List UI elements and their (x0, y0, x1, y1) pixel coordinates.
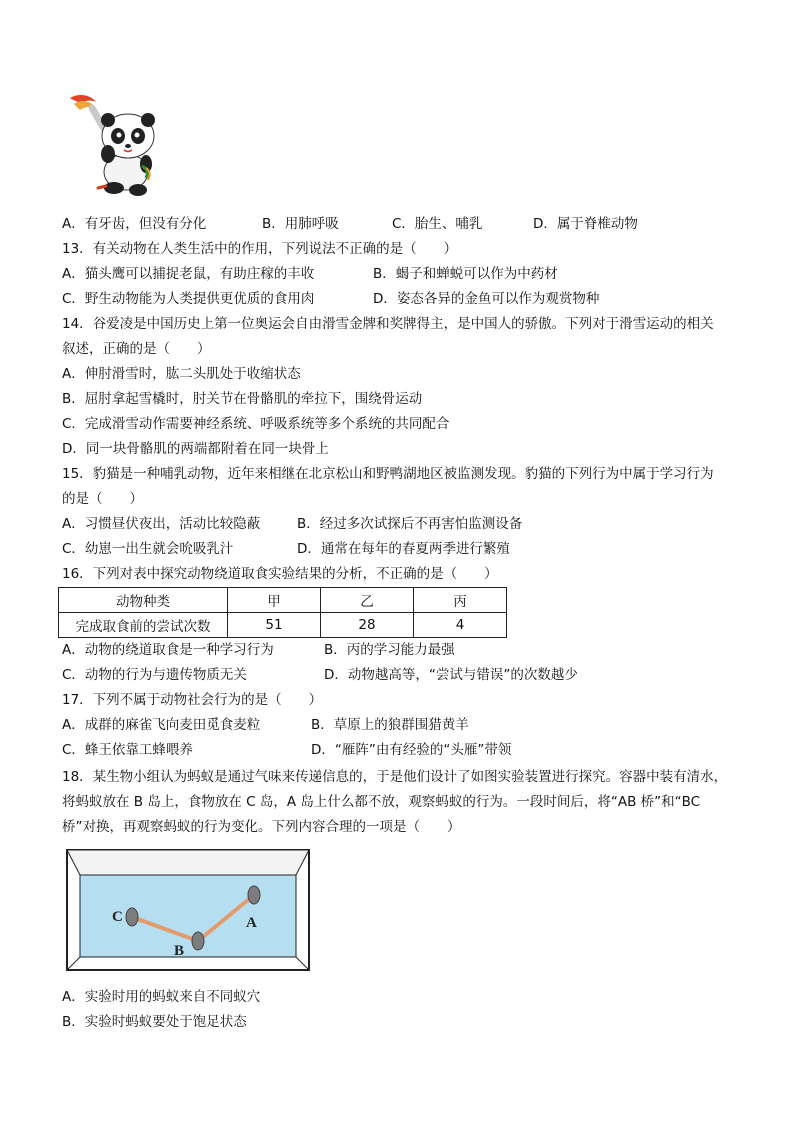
q12-option-a: A．有牙齿，但没有分化 (62, 216, 207, 232)
q16-result-table (58, 587, 507, 638)
q14-option-b: B．屈肘拿起雪橇时，肘关节在骨骼肌的牵拉下，围绕骨运动 (62, 391, 423, 407)
q13-option-d: D．姿态各异的金鱼可以作为观赏物种 (373, 291, 600, 307)
q15-option-b: B．经过多次试探后不再害怕监测设备 (297, 516, 523, 532)
q17-option-c: C．蜂王依靠工蜂喂养 (62, 742, 193, 758)
q16-option-a: A．动物的绕道取食是一种学习行为 (62, 642, 274, 658)
q17-option-d: D．“雁阵”由有经验的“头雁”带领 (311, 742, 512, 758)
q18-stem-line2: 将蚂蚁放在 B 岛上，食物放在 C 岛，A 岛上什么都不放，观察蚂蚁的行为。一段时间后，将“AB 桥”和“BC (62, 794, 701, 810)
q18-stem-line3: 桥”对换，再观察蚂蚁的行为变化。下列内容合理的一项是（ ） (62, 819, 461, 835)
q16-option-b: B．丙的学习能力最强 (324, 642, 455, 658)
q12-option-d: D．属于脊椎动物 (533, 216, 638, 232)
q16-option-c: C．动物的行为与遗传物质无关 (62, 667, 247, 683)
table-row (59, 613, 507, 638)
q18-option-b: B．实验时蚂蚁要处于饱足状态 (62, 1014, 247, 1030)
table-cell: 51 (228, 613, 321, 638)
q16-option-d: D．动物越高等，“尝试与错误”的次数越少 (324, 667, 578, 683)
q17-option-a: A．成群的麻雀飞向麦田觅食麦粒 (62, 717, 261, 733)
table-cell: 完成取食前的尝试次数 (59, 613, 228, 638)
q14-stem-line2: 叙述，正确的是（ ） (62, 341, 211, 357)
q16-stem: 16．下列对表中探究动物绕道取食实验结果的分析，不正确的是（ ） (62, 566, 498, 582)
table-header-cell: 丙 (414, 588, 507, 613)
q13-option-c: C．野生动物能为人类提供更优质的食用肉 (62, 291, 315, 307)
q15-option-a: A．习惯昼伏夜出，活动比较隐蔽 (62, 516, 261, 532)
q13-option-b: B．蝎子和蝉蜕可以作为中药材 (373, 266, 558, 282)
q12-option-c: C．胎生、哺乳 (392, 216, 483, 232)
q12-option-b: B．用肺呼吸 (262, 216, 339, 232)
table-header-cell: 甲 (228, 588, 321, 613)
table-cell: 4 (414, 613, 507, 638)
table-cell: 28 (321, 613, 414, 638)
island-a (248, 886, 260, 904)
island-c-label: C (112, 909, 123, 925)
q15-option-d: D．通常在每年的春夏两季进行繁殖 (297, 541, 510, 557)
q13-stem: 13．有关动物在人类生活中的作用，下列说法不正确的是（ ） (62, 241, 458, 257)
island-b-label: B (174, 943, 185, 959)
table-header-row (59, 588, 507, 613)
table-header-cell: 乙 (321, 588, 414, 613)
q15-stem-line1: 15．豹猫是一种哺乳动物，近年来相继在北京松山和野鸭湖地区被监测发现。豹猫的下列行为中属于学习行为 (62, 466, 714, 482)
table-header-cell: 动物种类 (59, 588, 228, 613)
q14-stem-line1: 14．谷爱凌是中国历史上第一位奥运会自由滑雪金牌和奖牌得主，是中国人的骄傲。下列对于滑雪运动的相关 (62, 316, 714, 332)
q17-stem: 17．下列不属于动物社会行为的是（ ） (62, 692, 323, 708)
island-a-label: A (246, 915, 257, 931)
q15-stem-line2: 的是（ ） (62, 491, 143, 507)
island-c (126, 908, 138, 926)
q14-option-d: D．同一块骨骼肌的两端都附着在同一块骨上 (62, 441, 329, 457)
ant-experiment-figure (66, 849, 310, 971)
island-b (192, 932, 204, 950)
panda-mascot-image (62, 90, 162, 198)
q14-option-a: A．伸肘滑雪时，肱二头肌处于收缩状态 (62, 366, 301, 382)
q17-option-b: B．草原上的狼群围猎黄羊 (311, 717, 469, 733)
q15-option-c: C．幼崽一出生就会吮吸乳汁 (62, 541, 234, 557)
q13-option-a: A．猫头鹰可以捕捉老鼠，有助庄稼的丰收 (62, 266, 315, 282)
q14-option-c: C．完成滑雪动作需要神经系统、呼吸系统等多个系统的共同配合 (62, 416, 450, 432)
q18-option-a: A．实验时用的蚂蚁来自不同蚁穴 (62, 989, 261, 1005)
q18-stem-line1: 18．某生物小组认为蚂蚁是通过气味来传递信息的，于是他们设计了如图实验装置进行探究。容器中装有清水， (62, 769, 728, 785)
